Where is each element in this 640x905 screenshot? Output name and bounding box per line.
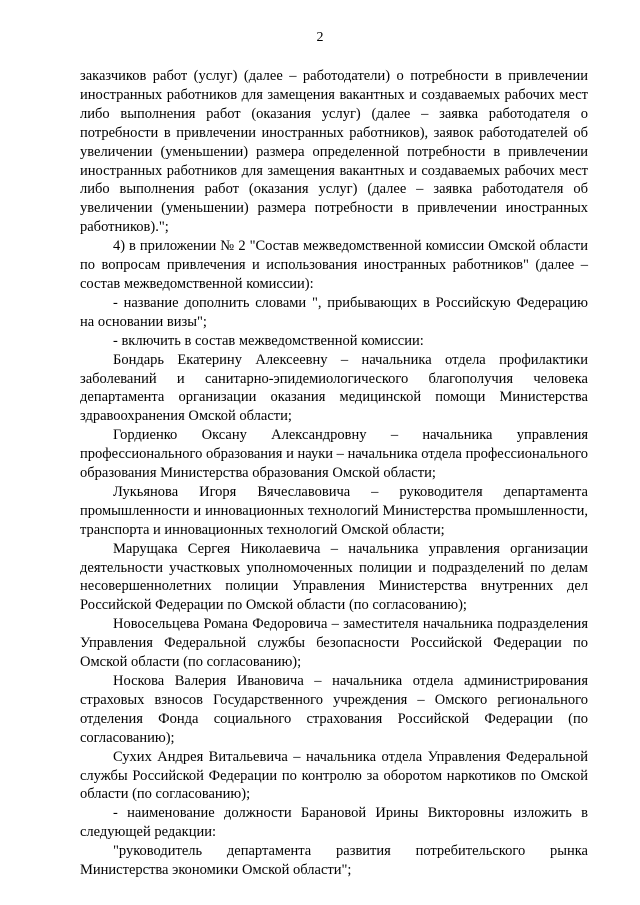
member-noskov: Носкова Валерия Ивановича – начальника отдела администрирования страховых взносов Государственного учреждения – Омского регионального отделения Фонда социального страхования Российской Федерации (по согласованию); [80, 673, 588, 746]
member-gordienko: Гордиенко Оксану Александровну – начальника управления профессионального образования и науки – начальника отдела профессионального образования Министерства образования Омской области; [80, 427, 588, 482]
paragraph-title-amendment: - название дополнить словами ", прибывающих в Российскую Федерацию на основании визы"; [80, 294, 588, 330]
paragraph-item-4: 4) в приложении № 2 "Состав межведомственной комиссии Омской области по вопросам привлечения и использования иностранных работников" (далее – состав межведомственной комиссии): [80, 238, 588, 292]
page-number: 2 [316, 30, 324, 45]
paragraph-include-members: - включить в состав межведомственной комиссии: [113, 332, 424, 349]
paragraph-position-rename: - наименование должности Барановой Ирины Викторовны изложить в следующей редакции: [80, 805, 588, 841]
document-body [80, 67, 588, 880]
member-sukhikh: Сухих Андрея Витальевича – начальника отдела Управления Федеральной службы Российской Федерации по контролю за оборотом наркотиков по Омской области (по согласованию); [80, 748, 588, 803]
member-lukyanov: Лукьянова Игоря Вячеславовича – руководителя департамента промышленности и инновационных технологий Министерства промышленности, транспорта и инновационных технологий Омской области; [80, 483, 588, 538]
paragraph-continuation: заказчиков работ (услуг) (далее – работодатели) о потребности в привлечении иностранных работников для замещения вакантных и создаваемых рабочих мест либо выполнения работ (оказания услуг) (далее – заявка работодателя о потребности в привлечении иностранных работников), заявок работодателей об увеличении (уменьшении) размера определенной потребности в привлечении иностранных работников для замещения вакантных и создаваемых рабочих мест либо выполнения работ (оказания услуг) (далее – заявка работодателя об увеличении (уменьшении) размера потребности в привлечении иностранных работников)."; [80, 68, 588, 236]
member-bondar: Бондарь Екатерину Алексеевну – начальника отдела профилактики заболеваний и санитарно-эпидемиологического благополучия человека департамента организации оказания медицинской помощи Министерства здравоохранения Омской области; [80, 351, 588, 425]
member-novoseltsev: Новосельцева Романа Федоровича – заместителя начальника подразделения Управления Федеральной службы безопасности Российской Федерации по Омской области (по согласованию); [80, 616, 588, 671]
member-marushchak: Марущака Сергея Николаевича – начальника управления организации деятельности участковых уполномоченных полиции и подразделений по делам несовершеннолетних полиции Управления Министерства внутренних дел Российской Федерации по Омской области (по согласованию); [80, 540, 588, 614]
paragraph-new-position: "руководитель департамента развития потребительского рынка Министерства экономики Омской области"; [80, 843, 588, 879]
